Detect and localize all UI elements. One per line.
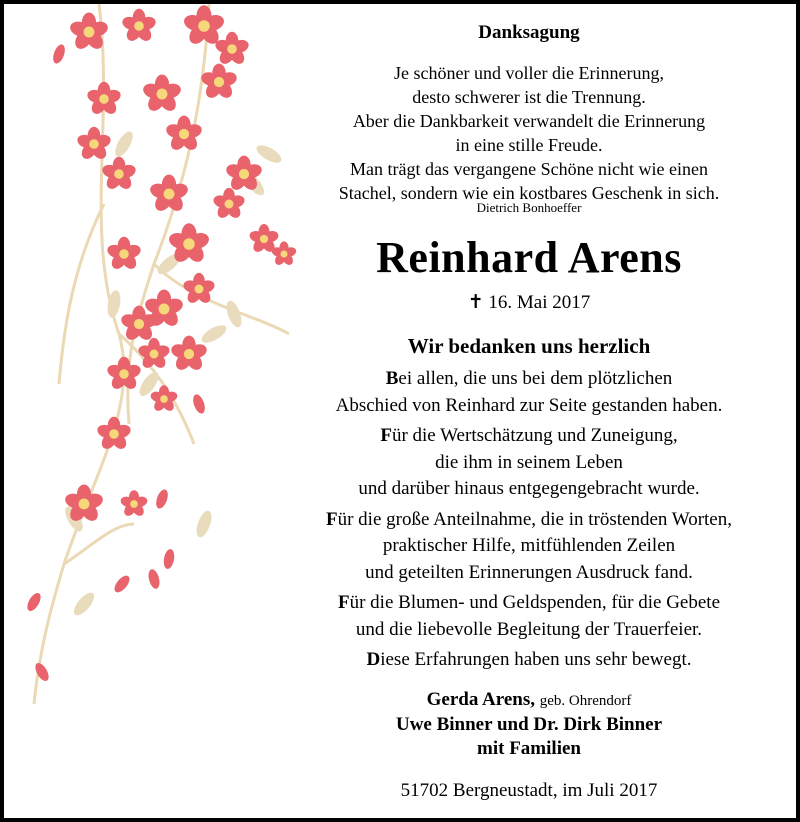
- quote-line: Je schöner und voller die Erinnerung,: [394, 63, 664, 83]
- thanks-line: Abschied von Reinhard zur Seite gestanden haben.: [335, 394, 723, 416]
- leaf-shape: [254, 142, 284, 166]
- thanks-line: ür die Blumen- und Geldspenden, für die Gebete: [349, 592, 720, 613]
- thanks-line: ei allen, die uns bei dem plötzlichen: [398, 368, 673, 389]
- falling-petal: [112, 573, 133, 595]
- quote-line: desto schwerer ist die Trennung.: [412, 87, 646, 107]
- place-and-date: 51702 Bergneustadt, im Juli 2017: [400, 780, 658, 801]
- blossom-flower: [164, 116, 203, 153]
- thanks-paragraph: [294, 423, 764, 503]
- blossom-flower: [76, 127, 113, 162]
- cherry-blossom-illustration: [4, 4, 314, 822]
- thanks-paragraph: [294, 590, 764, 643]
- quote-author: Dietrich Bonhoeffer: [476, 200, 582, 215]
- blossom-flower: [148, 174, 190, 214]
- leaf-shape: [70, 589, 97, 618]
- thanks-paragraph: [294, 647, 764, 674]
- drop-initial: F: [380, 425, 392, 446]
- leaf-shape: [199, 322, 229, 346]
- quote-line: Stachel, sondern wie ein kostbares Geschenk in sich.: [338, 183, 720, 203]
- branch-stroke: [64, 524, 134, 564]
- drop-initial: B: [385, 368, 399, 389]
- thanks-line: und darüber hinaus entgegengebracht wurde.: [358, 478, 700, 499]
- quote-line: in eine stille Freude.: [455, 135, 603, 155]
- quote-line: Man trägt das vergangene Schöne nicht wie einen: [349, 159, 709, 179]
- signatories: [294, 688, 764, 761]
- blossom-flower: [212, 188, 246, 221]
- deceased-name: Reinhard Arens: [376, 233, 682, 282]
- leaf-shape: [194, 509, 215, 539]
- falling-petal: [25, 591, 44, 613]
- thanks-line: iese Erfahrungen haben uns sehr bewegt.: [380, 649, 692, 670]
- drop-initial: D: [366, 649, 381, 670]
- drop-initial: F: [338, 592, 350, 613]
- blossom-flower: [121, 9, 158, 44]
- falling-petal: [51, 43, 67, 65]
- blossom-flower: [141, 74, 183, 114]
- branch-stroke: [59, 204, 104, 384]
- falling-petal: [191, 393, 207, 415]
- blossom-flower: [149, 385, 178, 413]
- blossom-flower: [106, 237, 143, 272]
- blossom-flower: [101, 157, 138, 192]
- thanks-line: praktischer Hilfe, mitfühlenden Zeilen: [382, 535, 676, 556]
- falling-petal: [154, 488, 170, 510]
- falling-petal: [147, 568, 162, 590]
- falling-petal: [162, 548, 175, 569]
- death-date-line: [294, 291, 764, 314]
- heading-danksagung: Danksagung: [478, 22, 580, 43]
- cross-icon: ✝: [467, 292, 484, 313]
- thanks-line: und die liebevolle Begleitung der Trauerfeier.: [355, 618, 703, 640]
- leaf-shape: [112, 129, 136, 159]
- death-date: 16. Mai 2017: [488, 292, 591, 313]
- blossom-flower: [214, 32, 251, 67]
- signatory-line: Uwe Binner und Dr. Dirk Binner: [395, 714, 663, 735]
- thanks-text: [294, 366, 764, 678]
- thanks-line: ür die große Anteilnahme, die in tröstenden Worten,: [337, 508, 732, 530]
- blossom-flower: [119, 490, 148, 518]
- thanks-line: ür die Wertschätzung und Zuneigung,: [391, 425, 678, 446]
- thanks-line: die ihm in seinem Leben: [435, 451, 623, 473]
- thanks-heading: Wir bedanken uns herzlich: [407, 334, 651, 358]
- thanks-paragraph: [294, 366, 764, 419]
- blossom-flower: [96, 417, 133, 452]
- signatory-line: mit Familien: [477, 738, 581, 759]
- blossom-flower: [199, 64, 238, 101]
- signatory-name: Gerda Arens,: [426, 689, 535, 710]
- quote-line: Aber die Dankbarkeit verwandelt die Erinnerung: [352, 111, 706, 131]
- bonhoeffer-quote: [294, 61, 764, 205]
- thanks-line: und geteilten Erinnerungen Ausdruck fand.: [365, 561, 693, 583]
- drop-initial: F: [326, 508, 338, 530]
- thanks-paragraph: [294, 507, 764, 587]
- blossom-flower: [137, 338, 171, 371]
- maiden-name-note: geb. Ohrendorf: [539, 693, 632, 709]
